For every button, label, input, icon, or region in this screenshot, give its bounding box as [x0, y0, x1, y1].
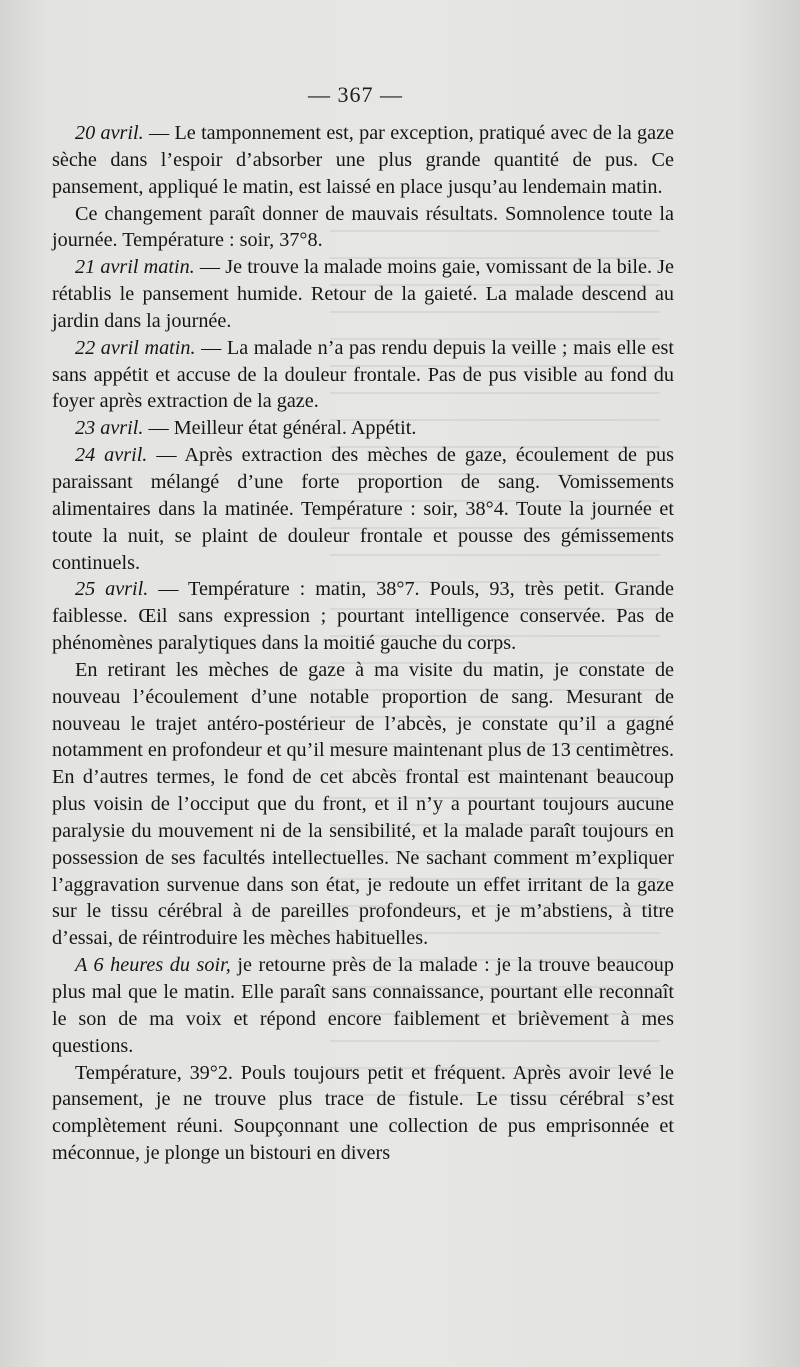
paragraph-meches	[52, 657, 674, 952]
date-lead: 23 avril.	[75, 417, 144, 440]
date-lead: A 6 heures du soir,	[75, 954, 231, 977]
body-text	[52, 120, 674, 1167]
paragraph-text: — Je trouve la malade moins gaie, vomissant de la bile. Je rétablis le pansement humide. Retour de la gaieté. La malade descend au jardin dans la journée.	[52, 256, 674, 332]
paragraph-text: Ce changement paraît donner de mauvais résultats. Somnolence toute la journée. Température : soir, 37°8.	[52, 202, 674, 252]
paragraph-text: — La malade n’a pas rendu depuis la veille ; mais elle est sans appétit et accuse de la douleur frontale. Pas de pus visible au fond du foyer après extraction de la gaze.	[52, 336, 674, 413]
paragraph-temperature	[52, 1060, 674, 1167]
paragraph-changement	[52, 201, 674, 255]
paragraph-6-heures	[52, 952, 674, 1059]
date-lead: 25 avril.	[75, 578, 149, 601]
paragraph-text: En retirant les mèches de gaze à ma visite du matin, je constate de nouveau l’écoulement d’une notable proportion de sang. Mesurant de nouveau le trajet antéro-postérieur de l’abcès, je constate qu’il a gagné notamment en profondeur et qu’il mesure maintenant plus de 13 centimètres. En d’autres termes, le fond de cet abcès frontal est maintenant beaucoup plus voisin de l’occiput que du front, et il n’y a pourtant toujours aucune paralysie du mouvement ni de la sensibilité, et la malade paraît toujours en possession de ses facultés intellectuelles. Ne sachant comment m’expliquer l’aggravation survenue dans son état, je redoute un effet irritant de la gaze sur le tissu cérébral à de pareilles profondeurs, et je m’abstiens, à titre d’essai, de réintroduire les mèches habituelles.	[52, 658, 674, 950]
paragraph-text: je retourne près de la malade : je la trouve beaucoup plus mal que le matin. Elle paraît sans connaissance, pourtant elle reconnaît le son de ma voix et répond encore faiblement et brièvement à mes questions.	[52, 954, 674, 1057]
paragraph-25-avril	[52, 576, 674, 657]
paragraph-23-avril	[52, 415, 674, 442]
page-number: — 367 —	[308, 82, 403, 107]
date-lead: 20 avril.	[75, 122, 144, 144]
paragraph-text: — Après extraction des mèches de gaze, écoulement de pus paraissant mélangé d’une forte proportion de sang. Vomissements alimentaires dans la matinée. Température : soir, 38°4. Toute la journée et toute la nuit, se plaint de douleur frontale et pousse des gémissements continuels.	[52, 444, 674, 574]
date-lead: 21 avril matin.	[75, 256, 195, 279]
paragraph-20-avril	[52, 120, 674, 201]
paragraph-21-avril	[52, 254, 674, 335]
paragraph-text: — Température : matin, 38°7. Pouls, 93, très petit. Grande faiblesse. Œil sans expression ; pourtant intelligence conservée. Pas de phénomènes paralytiques dans la moitié gauche du corps.	[52, 578, 674, 655]
paragraph-22-avril	[52, 335, 674, 416]
paragraph-text: — Meilleur état général. Appétit.	[143, 417, 417, 440]
paragraph-text: — Le tamponnement est, par exception, pratiqué avec de la gaze sèche dans l’espoir d’absorber une plus grande quantité de pus. Ce pansement, appliqué le matin, est laissé en place jusqu’au lendemain matin.	[52, 122, 674, 198]
date-lead: 22 avril matin.	[75, 336, 196, 359]
date-lead: 24 avril.	[75, 444, 148, 467]
paragraph-24-avril	[52, 442, 674, 576]
paragraph-text: Température, 39°2. Pouls toujours petit et fréquent. Après avoir levé le pansement, je ne trouve plus trace de fistule. Le tissu cérébral s’est complètement réuni. Soupçonnant une collection de pus emprisonnée et méconnue, je plonge un bistouri en divers	[52, 1061, 674, 1165]
